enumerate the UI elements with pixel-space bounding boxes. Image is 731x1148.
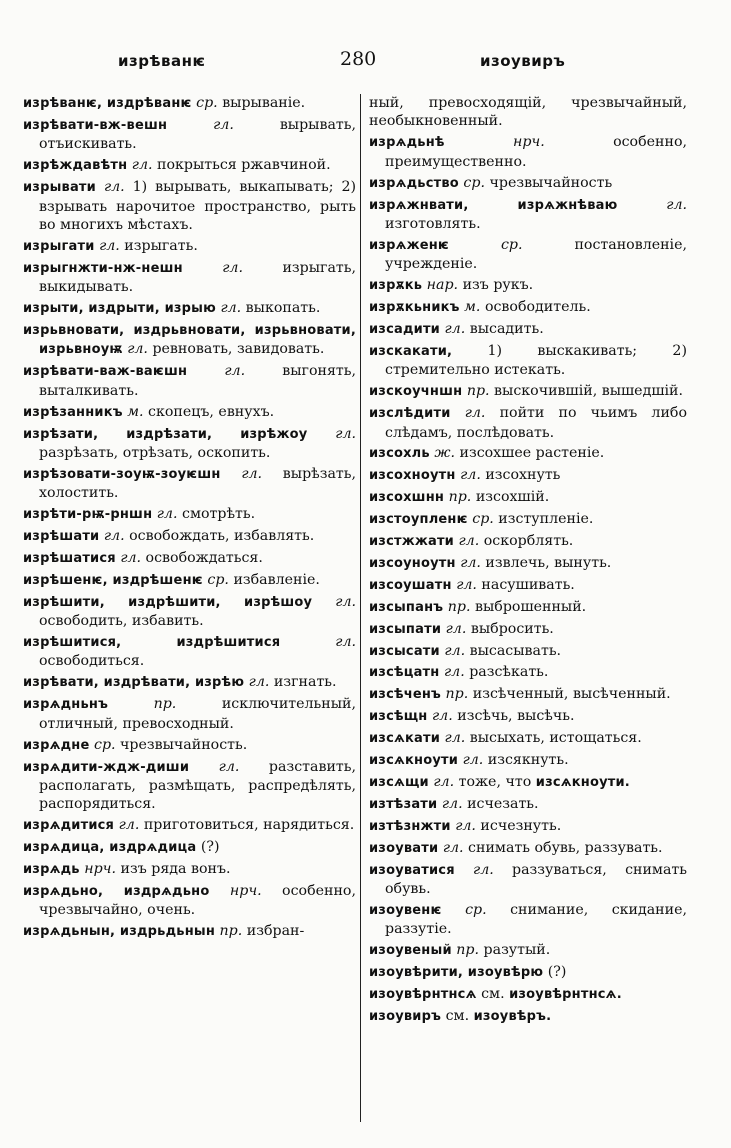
dictionary-entry (23, 362, 356, 400)
dictionary-entry (23, 838, 356, 857)
grammar-label: гл. (118, 817, 140, 834)
headword: изстоупленѥ (369, 512, 468, 528)
cross-reference: изоувѣръ. (473, 1008, 552, 1024)
grammar-label: нар. (426, 277, 459, 294)
grammar-label: гл. (335, 425, 356, 442)
grammar-label: гл. (224, 363, 246, 380)
dictionary-entry (369, 773, 687, 792)
headword: изоувенѥ (369, 902, 442, 918)
grammar-label: гл. (666, 196, 687, 213)
dictionary-entry (23, 259, 356, 297)
headword: изрьвновати, издрьвновати, изрьвновати, изрьвноуѭ (23, 322, 356, 358)
grammar-label: гл. (444, 730, 466, 747)
definition: изсохшiй. (471, 489, 550, 506)
column-divider (360, 94, 361, 1122)
definition: разрѣзать, отрѣзать, оскопить. (39, 444, 271, 461)
dictionary-entry (369, 576, 687, 595)
headword: изсыпати (369, 621, 442, 637)
headword: изрыгати (23, 238, 95, 254)
grammar-label: пр. (445, 686, 469, 703)
dictionary-entry (23, 860, 356, 879)
grammar-label: гл. (444, 642, 466, 659)
grammar-label: гл. (444, 320, 466, 337)
dictionary-entry (369, 685, 687, 704)
definition: исчезать. (462, 795, 539, 812)
definition: изъ рукъ. (458, 277, 534, 294)
headword: изрѣвати, издрѣвати, изрѣю (23, 675, 245, 691)
definition: изсохнуть (480, 467, 561, 484)
definition: избран- (242, 923, 305, 940)
dictionary-entry (23, 321, 356, 360)
dictionary-entry (23, 571, 356, 590)
definition: чрезвычайность. (115, 736, 248, 753)
definition: освободить, избавить. (39, 613, 204, 630)
dictionary-entry (369, 554, 687, 573)
headword: изслѣдити (369, 406, 451, 422)
headword: изсохноутн (369, 468, 456, 484)
dictionary-entry (369, 861, 687, 899)
dictionary-entry (23, 178, 356, 234)
headword: изрѧдьно, издрѧдьно (23, 883, 210, 899)
headword: изсѧкати (369, 731, 441, 747)
definition: см. (441, 1007, 474, 1024)
grammar-label: гл. (127, 341, 148, 358)
dictionary-entry (369, 276, 687, 295)
definition: пойти по чьимъ либо слѣдамъ, послѣдовать. (385, 405, 687, 441)
grammar-label: пр. (448, 489, 472, 506)
dictionary-entry (369, 320, 687, 339)
dictionary-entry (369, 985, 687, 1004)
headword: изрѧдьство (369, 175, 459, 191)
grammar-label: гл. (213, 116, 234, 133)
grammar-label: пр. (153, 696, 177, 713)
grammar-label: пр. (219, 923, 243, 940)
page-number: 280 (340, 48, 377, 70)
grammar-label: гл. (455, 817, 476, 834)
grammar-label: гл. (462, 752, 484, 769)
grammar-label: пр. (456, 942, 480, 959)
definition: (?) (196, 839, 220, 856)
running-head-left: изрѣванѥ (118, 52, 206, 70)
definition: покрыться ржавчиной. (152, 157, 331, 174)
dictionary-entry (369, 598, 687, 617)
grammar-label: гл. (460, 467, 481, 484)
dictionary-entry (369, 382, 687, 401)
definition: вырѣзать, холостить. (39, 465, 356, 502)
definition: скопецъ, евнухъ. (143, 403, 275, 420)
dictionary-entry (369, 751, 687, 770)
definition: 1) вырывать, выкапывать; 2) взрывать нарочитое пространство, рыть во многихъ мѣстахъ. (39, 179, 357, 233)
headword: изоувиръ (369, 1008, 442, 1024)
headword: изрѣванѥ, издрѣванѥ (23, 96, 192, 111)
definition: изсѣченный, высѣченный. (468, 686, 671, 703)
cross-reference: изсѧкноути. (535, 775, 630, 790)
dictionary-entry (369, 510, 687, 529)
grammar-label: гл. (103, 179, 125, 196)
grammar-label: гл. (222, 259, 243, 276)
headword: изоувѣрити, изоувѣрю (369, 965, 544, 981)
dictionary-entry (23, 758, 356, 814)
headword: изрѫкьникъ (369, 300, 460, 316)
grammar-label: гл. (335, 634, 356, 651)
dictionary-entry (369, 1007, 687, 1026)
headword: изрѧдньнъ (23, 697, 109, 713)
grammar-label: гл. (218, 758, 240, 775)
headword: изрѣзанникъ (23, 404, 123, 420)
definition: снимание, скидание, раззутiе. (385, 901, 687, 938)
definition: выброшенный. (470, 598, 587, 615)
dictionary-entry (23, 156, 356, 175)
headword: изсыпанъ (369, 599, 444, 615)
dictionary-entry (369, 642, 687, 661)
definition: 1) выскакивать; 2) стремительно истекать. (385, 342, 687, 379)
definition: вырывать, отъискивать. (39, 116, 356, 153)
dictionary-entry (23, 633, 356, 671)
definition: изсякнуть. (483, 752, 569, 769)
dictionary-entry (23, 116, 356, 154)
grammar-label: гл. (335, 593, 356, 610)
dictionary-entry (23, 736, 356, 755)
definition: чрезвычайность (484, 174, 613, 191)
dictionary-entry (23, 882, 356, 920)
definition: избавленiе. (228, 571, 320, 588)
dictionary-entry (369, 488, 687, 507)
definition: исчезнуть. (475, 817, 562, 834)
grammar-label: ср. (472, 511, 494, 528)
definition: снимать обувь, раззувать. (463, 839, 663, 856)
definition: приготовиться, нарядиться. (139, 817, 355, 834)
headword: изоувѣрнтнсѧ (369, 987, 477, 1003)
grammar-label: гл. (443, 664, 465, 681)
dictionary-entry (369, 795, 687, 814)
grammar-label: ср. (500, 236, 523, 253)
dictionary-entry (369, 707, 687, 726)
grammar-label: пр. (466, 383, 490, 400)
definition: освободитель. (480, 299, 591, 316)
headword: изрывати (23, 180, 96, 196)
headword: изрѣшитися, издрѣшитися (23, 635, 281, 651)
dictionary-entry (369, 174, 687, 193)
grammar-label: ср. (196, 95, 218, 111)
definition: оскорблять. (479, 533, 574, 550)
dictionary-entry (369, 620, 687, 639)
grammar-label: гл. (99, 237, 120, 254)
dictionary-entry (369, 133, 687, 171)
definition: высадить. (465, 320, 544, 337)
definition: раззуваться, снимать обувь. (385, 861, 687, 898)
left-column (23, 94, 356, 944)
dictionary-entry (23, 403, 356, 422)
dictionary-entry (369, 901, 687, 939)
dictionary-entry (23, 593, 356, 631)
grammar-label: гл. (156, 506, 178, 523)
headword: изрѧжнвати, изрѧжнѣваю (369, 197, 618, 213)
grammar-label: ж. (434, 445, 455, 462)
dictionary-entry (23, 425, 356, 463)
headword: изсадити (369, 321, 440, 337)
grammar-label: ср. (463, 174, 485, 191)
dictionary-entry (369, 236, 687, 274)
definition: (?) (543, 964, 567, 981)
dictionary-entry (369, 342, 687, 380)
dictionary-entry (23, 465, 356, 503)
grammar-label: гл. (432, 708, 453, 725)
page-header (22, 48, 708, 82)
definition: ревновать, завидовать. (147, 341, 325, 358)
dictionary-entry (23, 527, 356, 546)
definition: извлечь, вынуть. (480, 554, 612, 571)
headword: изрѧдьнѣ (369, 135, 445, 151)
dictionary-entry (23, 922, 356, 941)
headword: изрыти, издрыти, изрыю (23, 301, 216, 317)
right-column (369, 94, 687, 1029)
definition: выгонять, выталкивать. (39, 363, 356, 399)
grammar-label: гл. (120, 549, 142, 566)
dictionary-entry (369, 466, 687, 485)
headword: изрѧдица, издрѧдица (23, 840, 197, 856)
continued-entry: ный, превосходящій, чрезвычайный, необыкновенный. (369, 95, 687, 130)
grammar-label: гл. (248, 674, 270, 691)
headword: изрѣти-рѭ-рншн (23, 507, 153, 523)
headword: изрѣшати (23, 529, 100, 545)
grammar-label: нрч. (512, 134, 545, 151)
definition: изсохшее растенiе. (454, 445, 605, 462)
headword: изсохшнн (369, 490, 445, 506)
dictionary-entry (369, 963, 687, 982)
headword: изсѧкноути (369, 753, 459, 769)
dictionary-entry (369, 729, 687, 748)
definition: высыхать, истощаться. (465, 730, 642, 747)
running-head-right: изоувиръ (480, 52, 566, 70)
dictionary-entry (369, 817, 687, 836)
dictionary-entry (23, 237, 356, 256)
dictionary-entry (23, 299, 356, 318)
definition: изрыгать, выкидывать. (39, 259, 356, 296)
headword: изсохль (369, 446, 430, 462)
headword: изсѣченъ (369, 687, 442, 703)
grammar-label: гл. (458, 533, 480, 550)
grammar-label: м. (464, 299, 481, 316)
definition: тоже, что (454, 774, 536, 790)
definition: выбросить. (466, 620, 554, 637)
headword: изсѣщн (369, 709, 428, 725)
dictionary-entry (23, 549, 356, 568)
grammar-label: гл. (445, 620, 467, 637)
dictionary-entry (23, 94, 356, 113)
headword: изрѧженѥ (369, 237, 450, 253)
dictionary-entry (369, 298, 687, 317)
definition: выкопать. (241, 300, 321, 317)
definition: изступленiе. (493, 511, 594, 528)
definition: постановленiе, учрежденiе. (385, 236, 687, 273)
headword: изрыгнжти-нж-нешн (23, 260, 183, 276)
headword: изсоуноутн (369, 555, 456, 571)
definition: изготовлять. (385, 215, 481, 232)
dictionary-entry (23, 695, 356, 733)
grammar-label: ср. (94, 736, 116, 753)
headword: изсоушатн (369, 577, 452, 593)
grammar-label: ср. (465, 901, 487, 918)
headword: изоувеный (369, 943, 452, 959)
definition: см. (476, 986, 510, 1003)
grammar-label: нрч. (229, 882, 262, 899)
definition: насушивать. (476, 576, 575, 593)
definition: особенно, преимущественно. (385, 134, 687, 170)
dictionary-entry (369, 444, 687, 463)
headword: изрѣзати, издрѣзати, изрѣжоу (23, 426, 308, 442)
definition: освободиться. (39, 653, 145, 670)
dictionary-entry (369, 663, 687, 682)
headword: изрѣшатися (23, 550, 116, 566)
headword: изрѫкь (369, 278, 423, 294)
grammar-label: гл. (456, 576, 477, 593)
grammar-label: гл. (464, 405, 486, 422)
grammar-label: гл. (103, 528, 125, 545)
headword: изрѧдьнын, издрьдьнын (23, 924, 216, 940)
headword: изсысати (369, 643, 440, 659)
grammar-label: пр. (447, 598, 471, 615)
headword: изрѣвати-вж-вешн (23, 117, 168, 133)
headword: изсѣцатн (369, 665, 440, 681)
headword: изскакати, (369, 343, 453, 359)
grammar-label: гл. (433, 774, 455, 790)
headword: изсѧщи (369, 775, 429, 790)
definition: разутый. (479, 942, 551, 959)
definition: изсѣчь, высѣчь. (452, 708, 575, 725)
grammar-label: гл. (441, 795, 463, 812)
grammar-label: гл. (241, 465, 263, 482)
grammar-label: гл. (131, 157, 153, 174)
dictionary-entry (369, 941, 687, 960)
headword: изоуватися (369, 862, 455, 878)
dictionary-entry (23, 816, 356, 835)
headword: изрѧдитися (23, 818, 115, 834)
grammar-label: гл. (473, 861, 494, 878)
dictionary-entry (369, 532, 687, 551)
grammar-label: м. (127, 403, 144, 420)
headword: изрѧдити-ждж-диши (23, 759, 190, 775)
definition: особенно, чрезвычайно, очень. (39, 882, 356, 919)
headword: изрѣшенѥ, издрѣшенѥ (23, 572, 203, 588)
definition: исключительный, отличный, превосходный. (39, 696, 356, 732)
grammar-label: ср. (207, 571, 229, 588)
cross-reference: изоувѣрнтнсѧ. (509, 987, 622, 1003)
definition: изъ ряда вонъ. (116, 861, 231, 878)
grammar-label: гл. (220, 300, 242, 317)
grammar-label: гл. (442, 839, 464, 856)
headword: изтѣзнжти (369, 818, 451, 834)
definition: вырыванiе. (217, 95, 306, 111)
grammar-label: нрч. (84, 861, 116, 878)
grammar-label: гл. (460, 554, 481, 571)
headword: изстжжати (369, 534, 454, 550)
definition: выскочившiй, вышедшiй. (489, 383, 684, 400)
headword: изрѧдне (23, 737, 90, 753)
headword: изрѣзовати-зоуѭ-зоуѥшн (23, 466, 221, 482)
definition: освобождать, избавлять. (124, 528, 315, 545)
definition: разсѣкать. (464, 664, 549, 681)
dictionary-entry (23, 673, 356, 692)
definition: высасывать. (465, 642, 562, 659)
dictionary-entry (369, 404, 687, 442)
definition: изрыгать. (119, 237, 198, 254)
headword: изрѣждавѣтн (23, 158, 128, 174)
definition: освобождаться. (141, 549, 263, 566)
headword: изоувати (369, 840, 439, 856)
dictionary-entry (369, 196, 687, 234)
definition: изгнать. (269, 674, 337, 691)
dictionary-entry (369, 839, 687, 858)
dictionary-entry (23, 505, 356, 524)
definition: смотрѣть. (177, 506, 256, 523)
headword: изрѧдь (23, 862, 80, 878)
headword: изрѣшити, издрѣшити, изрѣшоу (23, 594, 313, 610)
headword: изрѣвати-важ-ваѥшн (23, 364, 188, 380)
headword: изскоучншн (369, 384, 463, 400)
definition: разставить, располагать, размѣщать, распредѣлять, распорядиться. (39, 758, 356, 813)
headword: изтѣзати (369, 796, 438, 812)
